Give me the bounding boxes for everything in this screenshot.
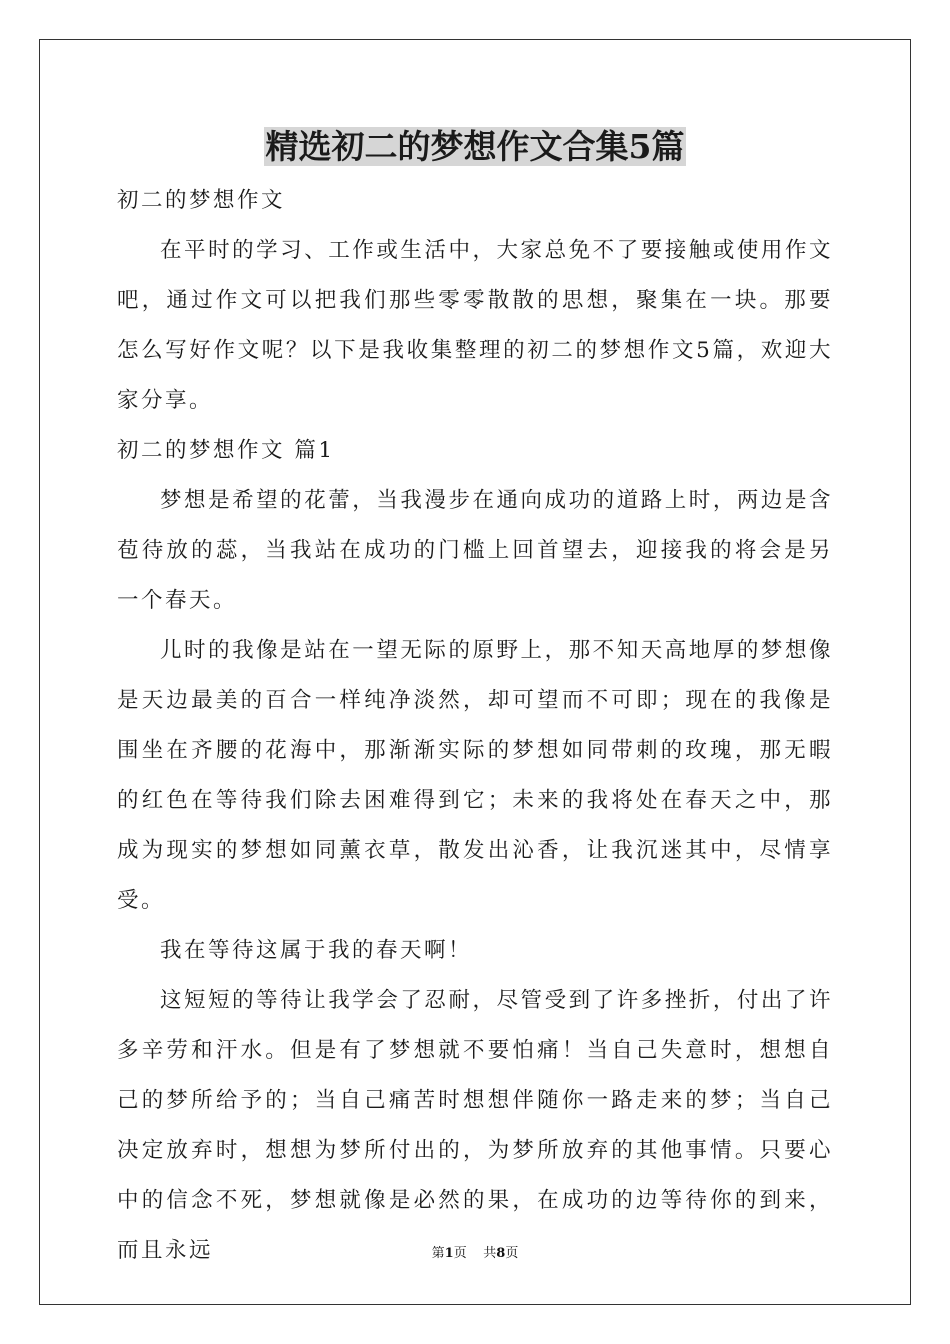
document-title-text: 精选初二的梦想作文合集5篇 <box>265 127 685 166</box>
page-footer <box>0 1244 950 1264</box>
page-total-prefix: 共 <box>483 1246 497 1261</box>
page-number-prefix: 第 <box>431 1246 445 1261</box>
paragraph: 梦想是希望的花蕾，当我漫步在通向成功的道路上时，两边是含苞待放的蕊，当我站在成功的门槛上回首望去，迎接我的将会是另一个春天。 <box>117 488 833 613</box>
document-body <box>117 176 833 1276</box>
page-number-suffix: 页 <box>453 1246 467 1261</box>
page-total-count: 8 <box>496 1246 506 1261</box>
paragraph: 初二的梦想作文 <box>117 188 286 213</box>
paragraph: 儿时的我像是站在一望无际的原野上，那不知天高地厚的梦想像是天边最美的百合一样纯净淡然，却可望而不可即；现在的我像是围坐在齐腰的花海中，那渐渐实际的梦想如同带刺的玫瑰，那无暇的红色在等待我们除去困难得到它；未来的我将处在春天之中，那成为现实的梦想如同薰衣草，散发出沁香，让我沉迷其中，尽情享受。 <box>117 638 833 913</box>
paragraph: 我在等待这属于我的春天啊！ <box>160 938 473 963</box>
paragraph: 初二的梦想作文 篇1 <box>117 438 335 463</box>
document-title <box>0 124 950 170</box>
page-number-current: 1 <box>444 1246 454 1261</box>
paragraph: 在平时的学习、工作或生活中，大家总免不了要接触或使用作文吧，通过作文可以把我们那些零零散散的思想，聚集在一块。那要怎么写好作文呢？以下是我收集整理的初二的梦想作文5篇，欢迎大家分享。 <box>117 238 833 413</box>
paragraph: 这短短的等待让我学会了忍耐，尽管受到了许多挫折，付出了许多辛劳和汗水。但是有了梦想就不要怕痛！当自己失意时，想想自己的梦所给予的；当自己痛苦时想想伴随你一路走来的梦；当自己决定放弃时，想想为梦所付出的，为梦所放弃的其他事情。只要心中的信念不死，梦想就像是必然的果，在成功的边等待你的到来，而且永远 <box>117 988 833 1263</box>
page-total-suffix: 页 <box>505 1246 519 1261</box>
